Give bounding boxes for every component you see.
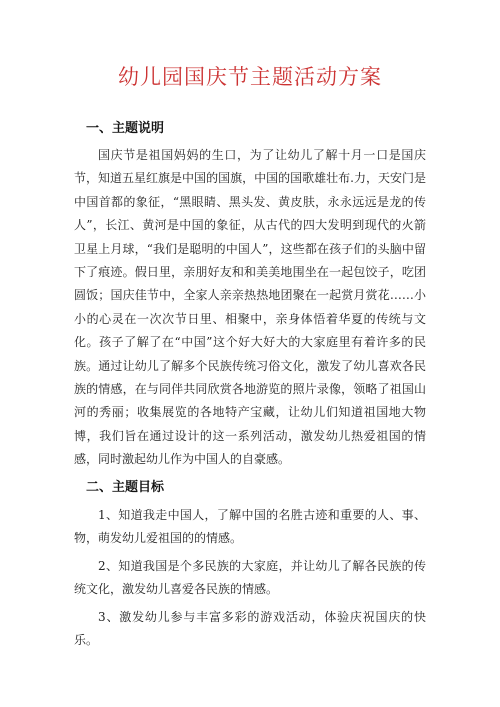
theme-description-paragraph: 国庆节是祖国妈妈的生口，为了让幼儿了解十月一口是国庆节，知道五星红旗是中国的国旗，中国的国歌雄壮布.力，天安门是中国首都的象征，“黑眼睛、黑头发、黄皮肤，永永远远是龙的传人”，长江、黄河是中国的象征，从古代的四大发明到现代的火箭卫星上月球，“我们是聪明的中国人”，这些都在孩子们的头脑中留下了痕迹。假日里，亲朋好友和和美美地围坐在一起包饺子，吃团圆饭；国庆佳节中，全家人亲亲热热地团聚在一起赏月赏花……小小的心灵在一次次节日里、相聚中，亲身体悟着华夏的传统与文化。孩子了解了在“中国”这个好大好大的大家庭里有着许多的民族。通过让幼儿了解多个民族传统习俗文化，激发了幼儿喜欢各民族的情感，在与同伴共同欣赏各地游览的照片录像，领略了祖国山河的秀丽；收集展览的各地特产宝藏，让幼儿们知道祖国地大物博，我们旨在通过设计的这一系列活动，激发幼儿热爱祖国的情感，同时激起幼儿作为中国人的自豪感。 xyxy=(74,148,426,467)
section-heading-theme-description: 一、主题说明 xyxy=(86,121,165,136)
document-title: 幼儿园国庆节主题活动方案 xyxy=(118,65,382,89)
goal-item-3: 3、激发幼儿参与丰富多彩的游戏活动，体验庆祝国庆的快乐。 xyxy=(74,609,426,648)
goal-item-1: 1、知道我走中国人，了解中国的名胜古迹和重要的人、事、物，萌发幼儿爱祖国的的情感。 xyxy=(74,507,426,546)
goal-item-2: 2、知道我国是个多民族的大家庭，并让幼儿了解各民族的传统文化，激发幼儿喜爱各民族的情感。 xyxy=(74,558,426,597)
section-heading-theme-goals: 二、主题目标 xyxy=(86,479,165,495)
